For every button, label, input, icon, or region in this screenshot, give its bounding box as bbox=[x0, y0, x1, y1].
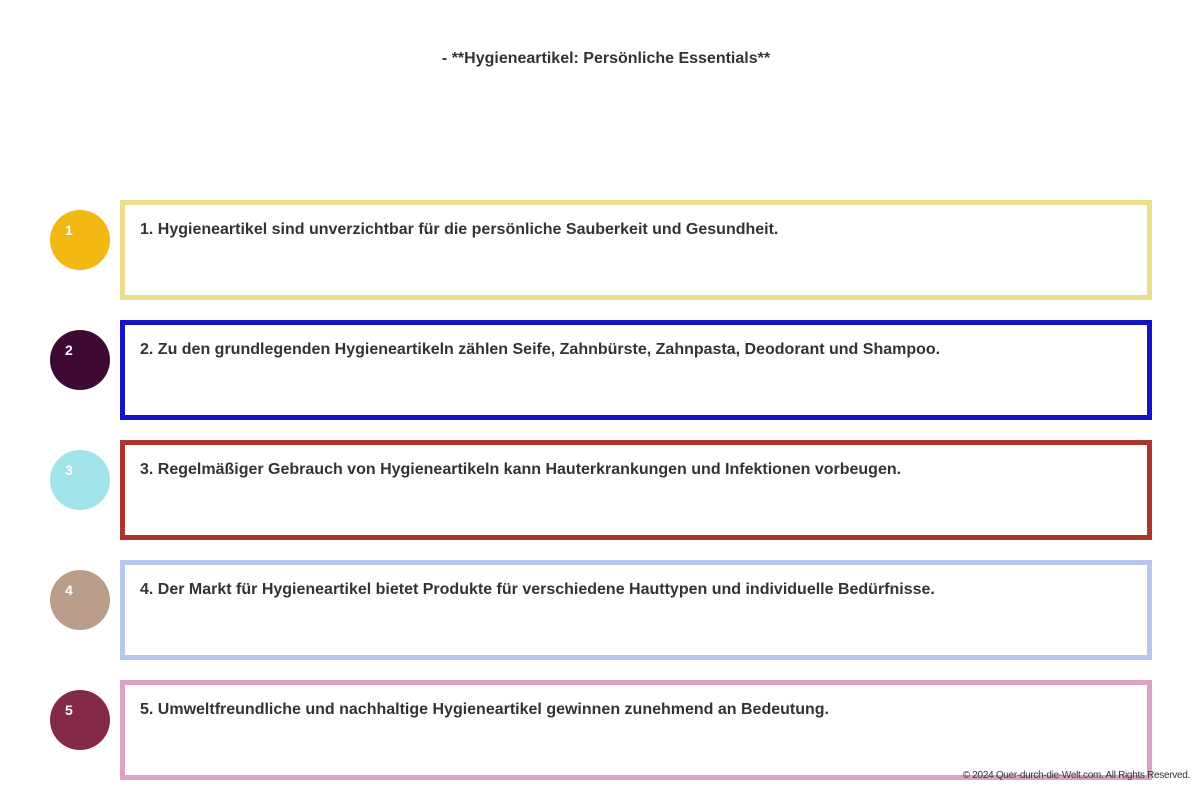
list-item bbox=[0, 200, 1200, 300]
number-badge bbox=[50, 330, 110, 390]
list-item bbox=[0, 320, 1200, 420]
number-badge bbox=[50, 210, 110, 270]
number-label: 4 bbox=[65, 582, 73, 598]
text-box bbox=[120, 200, 1152, 300]
number-label: 3 bbox=[65, 462, 73, 478]
text-box bbox=[120, 560, 1152, 660]
copyright-footer: © 2024 Quer-durch-die-Welt.com. All Rights Reserved. bbox=[962, 770, 1190, 781]
text-box bbox=[120, 680, 1152, 780]
number-badge bbox=[50, 570, 110, 630]
text-box bbox=[120, 440, 1152, 540]
list-item bbox=[0, 680, 1200, 780]
number-badge bbox=[50, 450, 110, 510]
item-text: 1. Hygieneartikel sind unverzichtbar für die persönliche Sauberkeit und Gesundheit. bbox=[140, 221, 779, 238]
number-label: 5 bbox=[65, 702, 73, 718]
number-label: 1 bbox=[65, 222, 73, 238]
item-text: 2. Zu den grundlegenden Hygieneartikeln zählen Seife, Zahnbürste, Zahnpasta, Deodorant und Shampoo. bbox=[140, 341, 941, 358]
number-label: 2 bbox=[65, 342, 73, 358]
list-item bbox=[0, 560, 1200, 660]
list-item bbox=[0, 440, 1200, 540]
item-text: 3. Regelmäßiger Gebrauch von Hygieneartikeln kann Hauterkrankungen und Infektionen vorbeugen. bbox=[140, 461, 902, 478]
page-title: - **Hygieneartikel: Persönliche Essentials** bbox=[441, 50, 771, 67]
text-box bbox=[120, 320, 1152, 420]
number-badge bbox=[50, 690, 110, 750]
item-text: 4. Der Markt für Hygieneartikel bietet Produkte für verschiedene Hauttypen und individuelle Bedürfnisse. bbox=[140, 581, 935, 598]
item-text: 5. Umweltfreundliche und nachhaltige Hygieneartikel gewinnen zunehmend an Bedeutung. bbox=[140, 701, 829, 718]
